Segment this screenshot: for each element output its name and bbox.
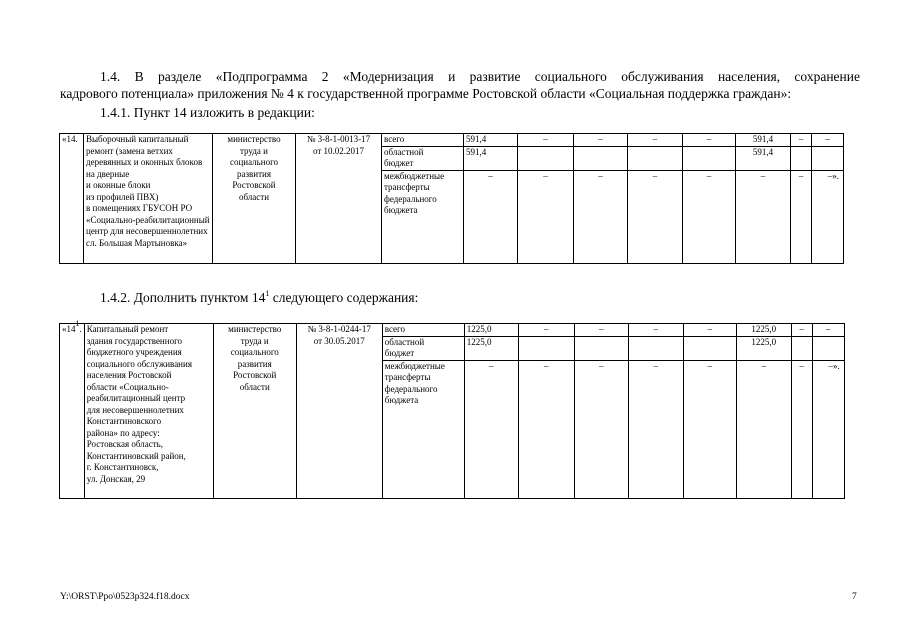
table-row [60, 134, 844, 147]
total-value: 591,4 [736, 146, 791, 170]
value [791, 146, 812, 170]
total-value: – [736, 360, 791, 498]
value: – [464, 170, 518, 263]
value: – [683, 170, 736, 263]
value [791, 336, 812, 360]
value: 591,4 [464, 134, 518, 147]
value [683, 146, 736, 170]
value: – [518, 324, 574, 337]
intro-line-2: кадрового потенциала» приложения № 4 к государственной программе Ростовской области «Социальная поддержка граждан»: [60, 86, 792, 101]
total-value: 1225,0 [736, 336, 791, 360]
funding-source: всего [382, 134, 464, 147]
intro-line-1: 1.4. В разделе «Подпрограмма 2 «Модернизация и развитие социального обслуживания населения, сохранение [100, 69, 860, 84]
value: – [518, 360, 574, 498]
value [628, 146, 683, 170]
executor: министерство труда и социального развития Ростовской области [213, 134, 296, 264]
value: – [518, 134, 574, 147]
value [518, 336, 574, 360]
total-value: 1225,0 [736, 324, 791, 337]
value: 591,4 [464, 146, 518, 170]
funding-source: областной бюджет [382, 146, 464, 170]
budget-table-item-14-1 [59, 319, 845, 499]
value [574, 336, 628, 360]
value: 1225,0 [464, 336, 518, 360]
funding-source: межбюджетные трансферты федерального бюджета [382, 360, 464, 498]
value: – [574, 360, 628, 498]
value [574, 146, 628, 170]
value: – [574, 134, 628, 147]
expertise-doc: № 3-8-1-0013-17 от 10.02.2017 [296, 134, 382, 264]
value [683, 336, 736, 360]
funding-source: областной бюджет [382, 336, 464, 360]
value: – [628, 170, 683, 263]
item-1-4-2: 1.4.2. Дополнить пунктом $14^1$ следующего содержания: [100, 289, 419, 305]
object-name: Выборочный капитальный ремонт (замена ветхих деревянных и оконных блоков на дверные и оконные блоки из профилей ПВХ) в помещениях ГБУСОН РО «Социально-реабилитационный центр для несовершеннолетних сл. Большая Мартыновка» [84, 134, 213, 264]
expertise-doc: № 3-8-1-0244-17 от 30.05.2017 [296, 324, 382, 499]
budget-table-item-14 [59, 133, 844, 264]
item-number: «$14^1$. [60, 324, 85, 499]
total-value: 591,4 [736, 134, 791, 147]
item-number: «14. [60, 134, 84, 264]
footer-file-path: Y:\ORST\Ppo\0523p324.f18.docx [60, 592, 190, 602]
value: – [574, 324, 628, 337]
value: – [464, 360, 518, 498]
value: – [628, 324, 683, 337]
executor: министерство труда и социального развития Ростовской области [213, 324, 296, 499]
value: –». [812, 360, 844, 498]
value: – [812, 324, 844, 337]
funding-source: всего [382, 324, 464, 337]
table-row [60, 324, 845, 337]
value: –». [812, 170, 844, 263]
value: – [791, 170, 812, 263]
value: – [518, 170, 574, 263]
funding-source: межбюджетные трансферты федерального бюджета [382, 170, 464, 263]
value: – [628, 360, 683, 498]
total-value: – [736, 170, 791, 263]
value: – [628, 134, 683, 147]
value: – [812, 134, 844, 147]
value: 1225,0 [464, 324, 518, 337]
value: – [683, 134, 736, 147]
value [628, 336, 683, 360]
value [518, 146, 574, 170]
item-1-4-1: 1.4.1. Пункт 14 изложить в редакции: [100, 105, 315, 120]
page-number: 7 [852, 592, 857, 602]
value: – [791, 134, 812, 147]
value: – [791, 324, 812, 337]
object-name: Капитальный ремонт здания государственного бюджетного учреждения социального обслуживания населения Ростовской области «Социально- реабилитационный центр для несовершеннолетних Константиновского района» по адресу: Ростовская область, Константиновский район, г. Константиновск, ул. Донская, 29 [84, 324, 213, 499]
value [812, 146, 844, 170]
value: – [683, 324, 736, 337]
value: – [574, 170, 628, 263]
value: – [683, 360, 736, 498]
value [812, 336, 844, 360]
value: – [791, 360, 812, 498]
